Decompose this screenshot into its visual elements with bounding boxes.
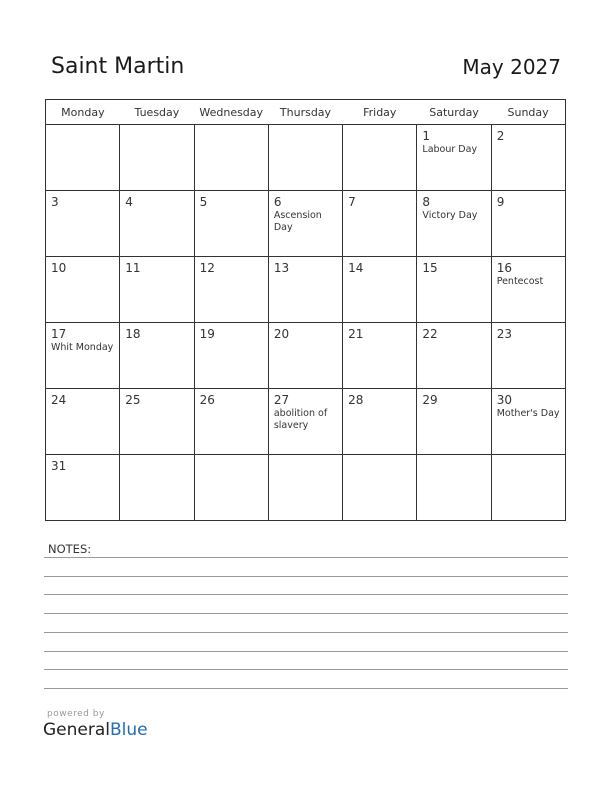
calendar-day-cell[interactable] <box>46 125 120 191</box>
calendar-day-cell[interactable] <box>268 125 342 191</box>
weekday-header-row <box>46 100 566 125</box>
calendar-day-cell[interactable] <box>343 455 417 521</box>
calendar-day-cell[interactable] <box>194 125 268 191</box>
calendar-week-row <box>46 125 566 191</box>
day-number: 12 <box>199 261 215 275</box>
holiday-label: Pentecost <box>496 276 544 287</box>
day-number: 4 <box>125 195 133 209</box>
calendar-week-row <box>46 389 566 455</box>
calendar-day-cell[interactable] <box>268 455 342 521</box>
note-line <box>44 669 568 670</box>
day-number: 18 <box>125 327 141 341</box>
day-number: 27 <box>273 393 290 407</box>
calendar-day-cell[interactable] <box>491 323 565 389</box>
day-number: 11 <box>125 261 141 275</box>
day-number: 25 <box>125 393 141 407</box>
calendar-day-cell[interactable] <box>268 191 342 257</box>
powered-by-text: powered by <box>47 709 105 719</box>
calendar-day-cell[interactable] <box>417 389 491 455</box>
calendar-day-cell[interactable] <box>194 323 268 389</box>
calendar-day-cell[interactable] <box>417 125 491 191</box>
day-number: 24 <box>51 393 67 407</box>
calendar-day-cell[interactable] <box>491 125 565 191</box>
calendar-day-cell[interactable] <box>343 191 417 257</box>
calendar-day-cell[interactable] <box>194 191 268 257</box>
day-number: 5 <box>199 195 208 209</box>
calendar-day-cell[interactable] <box>268 257 342 323</box>
header-month-year: May 2027 <box>462 55 561 79</box>
day-number: 26 <box>199 393 215 407</box>
calendar-day-cell[interactable] <box>120 125 194 191</box>
calendar-grid <box>45 99 566 521</box>
note-line <box>44 594 568 595</box>
weekday-thursday: Thursday <box>268 100 342 125</box>
day-number: 3 <box>51 195 59 209</box>
brand-blue: Blue <box>110 720 148 740</box>
calendar-day-cell[interactable] <box>417 323 491 389</box>
calendar-day-cell[interactable] <box>46 455 120 521</box>
calendar-day-cell[interactable] <box>417 191 491 257</box>
calendar-day-cell[interactable] <box>491 455 565 521</box>
calendar-day-cell[interactable] <box>194 257 268 323</box>
day-number: 20 <box>273 327 290 341</box>
calendar-day-cell[interactable] <box>120 323 194 389</box>
calendar-day-cell[interactable] <box>46 257 120 323</box>
brand-logo[interactable] <box>43 720 148 740</box>
calendar-day-cell[interactable] <box>194 455 268 521</box>
day-number: 22 <box>422 327 438 341</box>
holiday-label: Ascension Day <box>273 210 322 233</box>
weekday-monday: Monday <box>46 100 120 125</box>
day-number: 31 <box>51 459 67 473</box>
note-line <box>44 557 568 558</box>
calendar-day-cell[interactable] <box>491 191 565 257</box>
calendar-day-cell[interactable] <box>46 191 120 257</box>
day-number: 23 <box>496 327 512 341</box>
calendar-day-cell[interactable] <box>120 191 194 257</box>
weekday-saturday: Saturday <box>417 100 491 125</box>
day-number: 2 <box>496 129 505 143</box>
calendar-day-cell[interactable] <box>268 389 342 455</box>
day-number: 17 <box>51 327 67 341</box>
day-number: 15 <box>422 261 438 275</box>
calendar-day-cell[interactable] <box>46 389 120 455</box>
day-number: 1 <box>422 129 431 143</box>
holiday-label: Labour Day <box>422 144 478 155</box>
note-line <box>44 688 568 689</box>
calendar-week-row <box>46 257 566 323</box>
weekday-friday: Friday <box>343 100 417 125</box>
calendar-day-cell[interactable] <box>46 323 120 389</box>
calendar-day-cell[interactable] <box>194 389 268 455</box>
weekday-sunday: Sunday <box>491 100 565 125</box>
holiday-label: Victory Day <box>422 210 478 221</box>
day-number: 10 <box>51 261 67 275</box>
calendar-day-cell[interactable] <box>120 455 194 521</box>
calendar-day-cell[interactable] <box>343 389 417 455</box>
calendar-day-cell[interactable] <box>343 125 417 191</box>
day-number: 8 <box>422 195 431 209</box>
calendar-week-row <box>46 191 566 257</box>
calendar-day-cell[interactable] <box>491 257 565 323</box>
note-line <box>44 613 568 614</box>
header-country: Saint Martin <box>51 54 185 79</box>
note-line <box>44 632 568 633</box>
day-number: 6 <box>273 195 282 209</box>
calendar-day-cell[interactable] <box>343 323 417 389</box>
note-line <box>44 651 568 652</box>
note-line <box>44 576 568 577</box>
day-number: 29 <box>422 393 438 407</box>
day-number: 14 <box>348 261 364 275</box>
weekday-tuesday: Tuesday <box>120 100 194 125</box>
day-number: 21 <box>348 327 364 341</box>
day-number: 7 <box>348 195 356 209</box>
day-number: 16 <box>496 261 512 275</box>
calendar-day-cell[interactable] <box>417 455 491 521</box>
day-number: 28 <box>348 393 364 407</box>
holiday-label: Whit Monday <box>51 342 114 353</box>
holiday-label: abolition of slavery <box>273 408 328 431</box>
calendar-day-cell[interactable] <box>343 257 417 323</box>
calendar-day-cell[interactable] <box>120 389 194 455</box>
calendar-day-cell[interactable] <box>120 257 194 323</box>
day-number: 19 <box>199 327 215 341</box>
day-number: 9 <box>496 195 505 209</box>
calendar-day-cell[interactable] <box>268 323 342 389</box>
calendar-week-row <box>46 323 566 389</box>
notes-label: NOTES: <box>48 542 92 556</box>
brand-general: General <box>43 720 110 740</box>
calendar-day-cell[interactable] <box>417 257 491 323</box>
calendar-week-row <box>46 455 566 521</box>
day-number: 13 <box>273 261 290 275</box>
weekday-wednesday: Wednesday <box>194 100 268 125</box>
calendar-day-cell[interactable] <box>491 389 565 455</box>
holiday-label: Mother's Day <box>496 408 560 419</box>
day-number: 30 <box>496 393 512 407</box>
